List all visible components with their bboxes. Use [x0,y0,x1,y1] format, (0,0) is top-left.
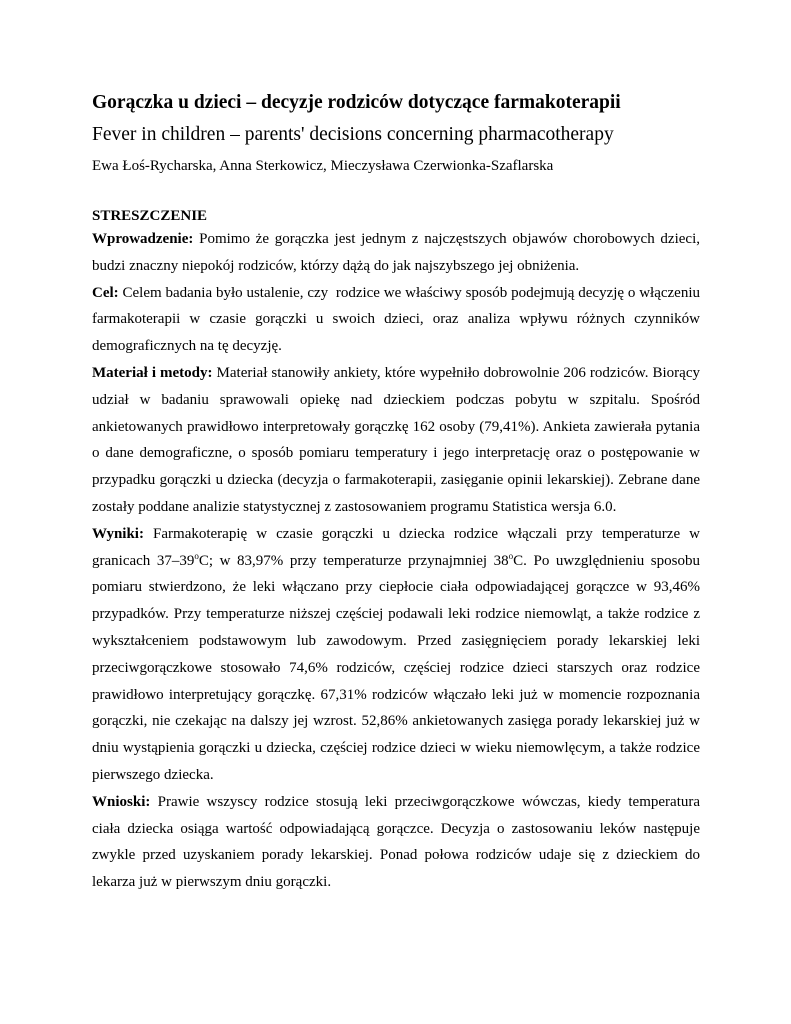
label-conclusions: Wnioski: [92,793,151,810]
degree-superscript-2: o [508,550,514,561]
title-english: Fever in children – parents' decisions concerning pharmacotherapy [92,124,614,145]
paragraph-results [92,521,700,789]
label-methods: Materiał i metody: [92,364,213,381]
paragraph-aim [92,280,704,360]
authors-line: Ewa Łoś-Rycharska, Anna Sterkowicz, Mieczysława Czerwionka-Szaflarska [92,158,554,174]
text-results-part-1: Farmakoterapię w czasie gorączki u dziecka rodzice włączali przy temperaturze w granicach 37–39 [92,525,700,569]
document-content [92,90,704,896]
paragraph-introduction [92,226,700,280]
text-introduction: Pomimo że gorączka jest jednym z najczęstszych objawów chorobowych dzieci, budzi znaczny niepokój rodziców, którzy dążą do jak najszybszego jej obniżenia. [92,231,700,274]
abstract-heading: STRESZCZENIE [92,208,208,224]
text-results-part-2: C; w 83,97% przy temperaturze przynajmniej 38 [198,552,509,569]
text-methods: Materiał stanowiły ankiety, które wypełniło dobrowolnie 206 rodziców. Biorący udział w badaniu sprawowali opiekę nad dzieckiem podczas pobytu w szpitalu. Spośród ankietowanych prawidłowo interpretowały gorączkę 162 osoby (79,41%). Ankieta zawierała pytania o dane demograficzne, o sposób pomiaru temperatury i jego interpretację oraz o postępowanie w przypadku gorączki u dziecka (decyzja o farmakoterapii, zasięganie opinii lekarskiej). Zebrane dane zostały poddane analizie statystycznej z zastosowaniem programu Statistica wersja 6.0. [92,364,700,515]
paragraph-methods [92,360,700,521]
text-results-part-3: C. Po uwzględnieniu sposobu pomiaru stwierdzono, że leki włączano przy ciepłocie ciała odpowiadającej gorączce w 93,46% przypadków. Przy temperaturze niższej częściej podawali leki rodzice niemowląt, a także rodzice z wykształceniem podstawowym lub zawodowym. Przed zasięgnięciem porady lekarskiej leki przeciwgorączkowe stosowało 74,6% rodziców, częściej rodzice dzieci starszych oraz rodzice prawidłowo interpretujący gorączkę. 67,31% rodziców włączało leki już w momencie rozpoznania gorączki, nie czekając na dalszy jej wzrost. 52,86% ankietowanych zasięga porady lekarskiej już w dniu wystąpienia gorączki u dziecka, częściej rodzice dzieci w wieku niemowlęcym, a także rodzice pierwszego dziecka. [92,552,700,783]
text-aim: Celem badania było ustalenie, czy rodzice we właściwy sposób podejmują decyzję o włączeniu farmakoterapii w czasie gorączki u swoich dzieci, oraz analiza wpływu różnych czynników demograficznych na tę decyzję. [92,284,704,355]
text-conclusions: Prawie wszyscy rodzice stosują leki przeciwgorączkowe wówczas, kiedy temperatura ciała dziecka osiąga wartość odpowiadającą gorączce. Decyzja o zastosowaniu leków następuje zwykle przed uzyskaniem porady lekarskiej. Ponad połowa rodziców udaje się z dzieckiem do lekarza już w pierwszym dniu gorączki. [92,793,701,891]
degree-superscript-1: o [194,550,199,561]
label-introduction: Wprowadzenie: [92,231,194,247]
title-polish: Gorączka u dzieci – decyzje rodziców dotyczące farmakoterapii [92,92,621,113]
paragraph-conclusions [92,789,700,896]
label-aim: Cel: [92,284,119,301]
label-results: Wyniki: [92,525,144,542]
